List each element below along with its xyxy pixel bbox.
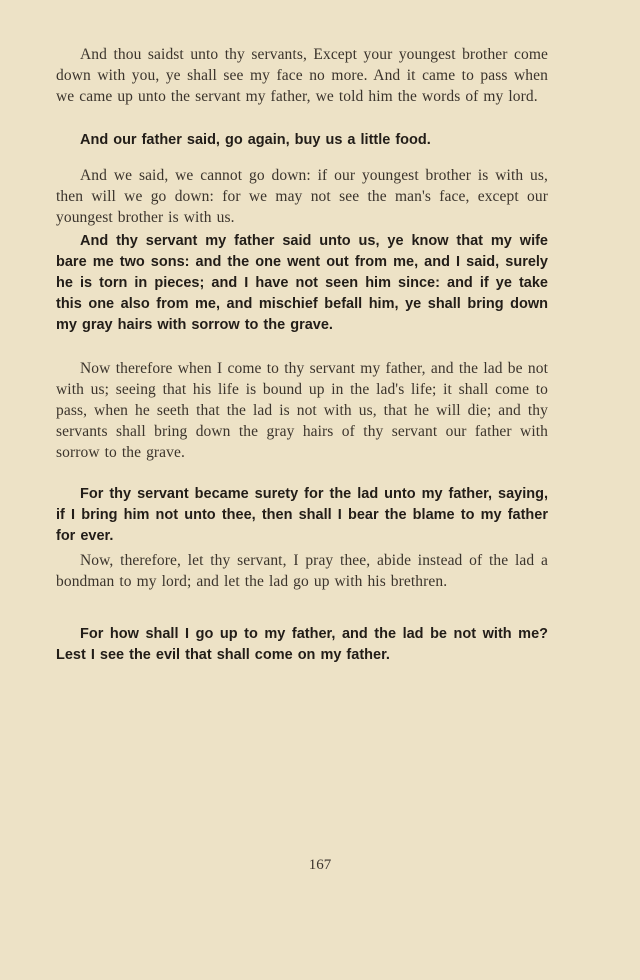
page-number: 167	[308, 857, 332, 873]
congregation-response: And thy servant my father said unto us, ye know that my wife bare me two sons: and the one went out from me, and I said, surely he is torn in pieces; and I have not seen him since: and if ye take this one also from me, and mischief befall him, ye shall bring down my gray hairs with sorrow to the grave.	[56, 233, 548, 333]
paragraph-8	[56, 624, 548, 666]
paragraph-3	[56, 165, 548, 228]
paragraph-2	[56, 130, 548, 151]
responsive-reading-line: And thou saidst unto thy servants, Except your youngest brother come down with you, ye shall see my face no more. And it came to pass when we came up unto the servant my father, we told him the words of my lord.	[56, 46, 548, 105]
paragraph-5	[56, 358, 548, 463]
paragraph-1	[56, 44, 548, 107]
congregation-response: For how shall I go up to my father, and the lad be not with me? Lest I see the evil that shall come on my father.	[56, 626, 548, 663]
paragraph-7	[56, 550, 548, 592]
responsive-reading-line: And we said, we cannot go down: if our youngest brother is with us, then will we go down: for we may not see the man's face, except our youngest brother is with us.	[56, 167, 548, 226]
congregation-response: For thy servant became surety for the lad unto my father, saying, if I bring him not unto thee, then shall I bear the blame to my father for ever.	[56, 486, 548, 544]
responsive-reading-line: Now, therefore, let thy servant, I pray thee, abide instead of the lad a bondman to my lord; and let the lad go up with his brethren.	[56, 552, 548, 590]
paragraph-6	[56, 484, 548, 547]
responsive-reading-line: Now therefore when I come to thy servant my father, and the lad be not with us; seeing that his life is bound up in the lad's life; it shall come to pass, when he seeth that the lad is not with us, that he will die; and thy servants shall bring down the gray hairs of thy servant our father with sorrow to the grave.	[56, 360, 548, 461]
paragraph-4	[56, 231, 548, 336]
congregation-response: And our father said, go again, buy us a little food.	[80, 132, 431, 148]
